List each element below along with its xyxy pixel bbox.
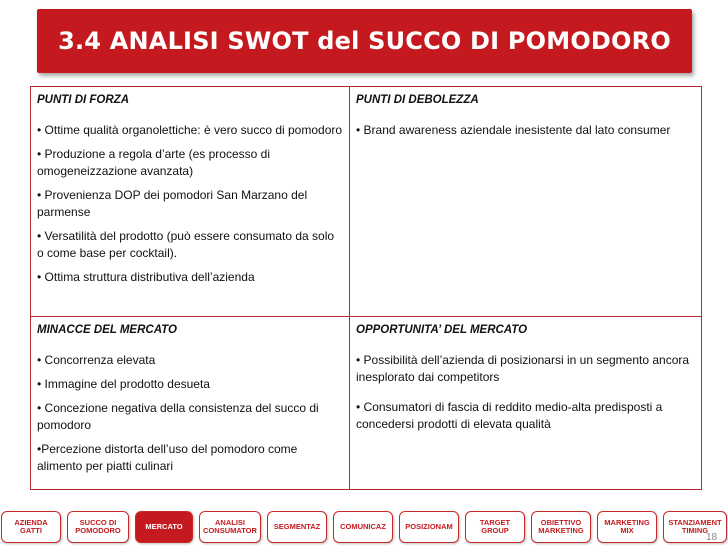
opportunities-heading: OPPORTUNITA’ DEL MERCATO	[356, 324, 528, 336]
list-item: • Concezione negativa della consistenza del succo di pomodoro	[37, 401, 319, 432]
nav-mercato[interactable]: MERCATO	[135, 511, 193, 543]
nav-target-group[interactable]: TARGET GROUP	[465, 511, 525, 543]
nav-azienda-gatti[interactable]: AZIENDA GATTI	[1, 511, 61, 543]
weaknesses-heading: PUNTI DI DEBOLEZZA	[356, 94, 479, 106]
slide-title: 3.4 ANALISI SWOT del SUCCO DI POMODORO	[58, 27, 671, 55]
threats-heading: MINACCE DEL MERCATO	[37, 324, 177, 336]
nav-marketing-mix[interactable]: MARKETING MIX	[597, 511, 657, 543]
opportunities-cell	[350, 317, 701, 489]
list-item: • Ottima struttura distributiva dell’azienda	[37, 270, 255, 284]
slide-title-bar	[37, 9, 692, 73]
list-item: • Produzione a regola d’arte (es processo di omogeneizzazione avanzata)	[37, 147, 270, 178]
list-item: • Possibilità dell’azienda di posizionarsi in un segmento ancora inesplorato dai competitors	[356, 353, 690, 384]
list-item: • Provenienza DOP dei pomodori San Marzano del parmense	[37, 188, 308, 219]
page-number: 18	[706, 532, 718, 543]
nav-succo-di-pomodoro[interactable]: SUCCO DI POMODORO	[67, 511, 129, 543]
nav-posizionam[interactable]: POSIZIONAM	[399, 511, 459, 543]
threats-cell	[31, 317, 349, 489]
nav-obiettivo-marketing[interactable]: OBIETTIVO MARKETING	[531, 511, 591, 543]
nav-segmentaz[interactable]: SEGMENTAZ	[267, 511, 327, 543]
list-item: • Ottime qualità organolettiche: è vero succo di pomodoro	[37, 123, 343, 137]
list-item: • Versatilità del prodotto (può essere consumato da solo o come base per cocktail).	[37, 229, 335, 260]
strengths-heading: PUNTI DI FORZA	[37, 94, 129, 106]
nav-analisi-consumator[interactable]: ANALISI CONSUMATOR	[199, 511, 261, 543]
nav-comunicaz[interactable]: COMUNICAZ	[333, 511, 393, 543]
weaknesses-cell	[350, 87, 701, 316]
list-item: • Brand awareness aziendale inesistente dal lato consumer	[356, 123, 671, 137]
bottom-navigation	[0, 510, 728, 546]
list-item: • Concorrenza elevata	[37, 353, 156, 367]
swot-grid	[30, 86, 702, 490]
list-item: • Immagine del prodotto desueta	[37, 377, 210, 391]
list-item: •Percezione distorta dell’uso del pomodoro come alimento per piatti culinari	[37, 442, 298, 473]
list-item: • Consumatori di fascia di reddito medio-alta predisposti a concedersi prodotti di elevata qualità	[356, 400, 663, 431]
nav-stanziament-timing[interactable]: STANZIAMENT TIMING	[663, 511, 727, 543]
strengths-cell	[31, 87, 349, 316]
